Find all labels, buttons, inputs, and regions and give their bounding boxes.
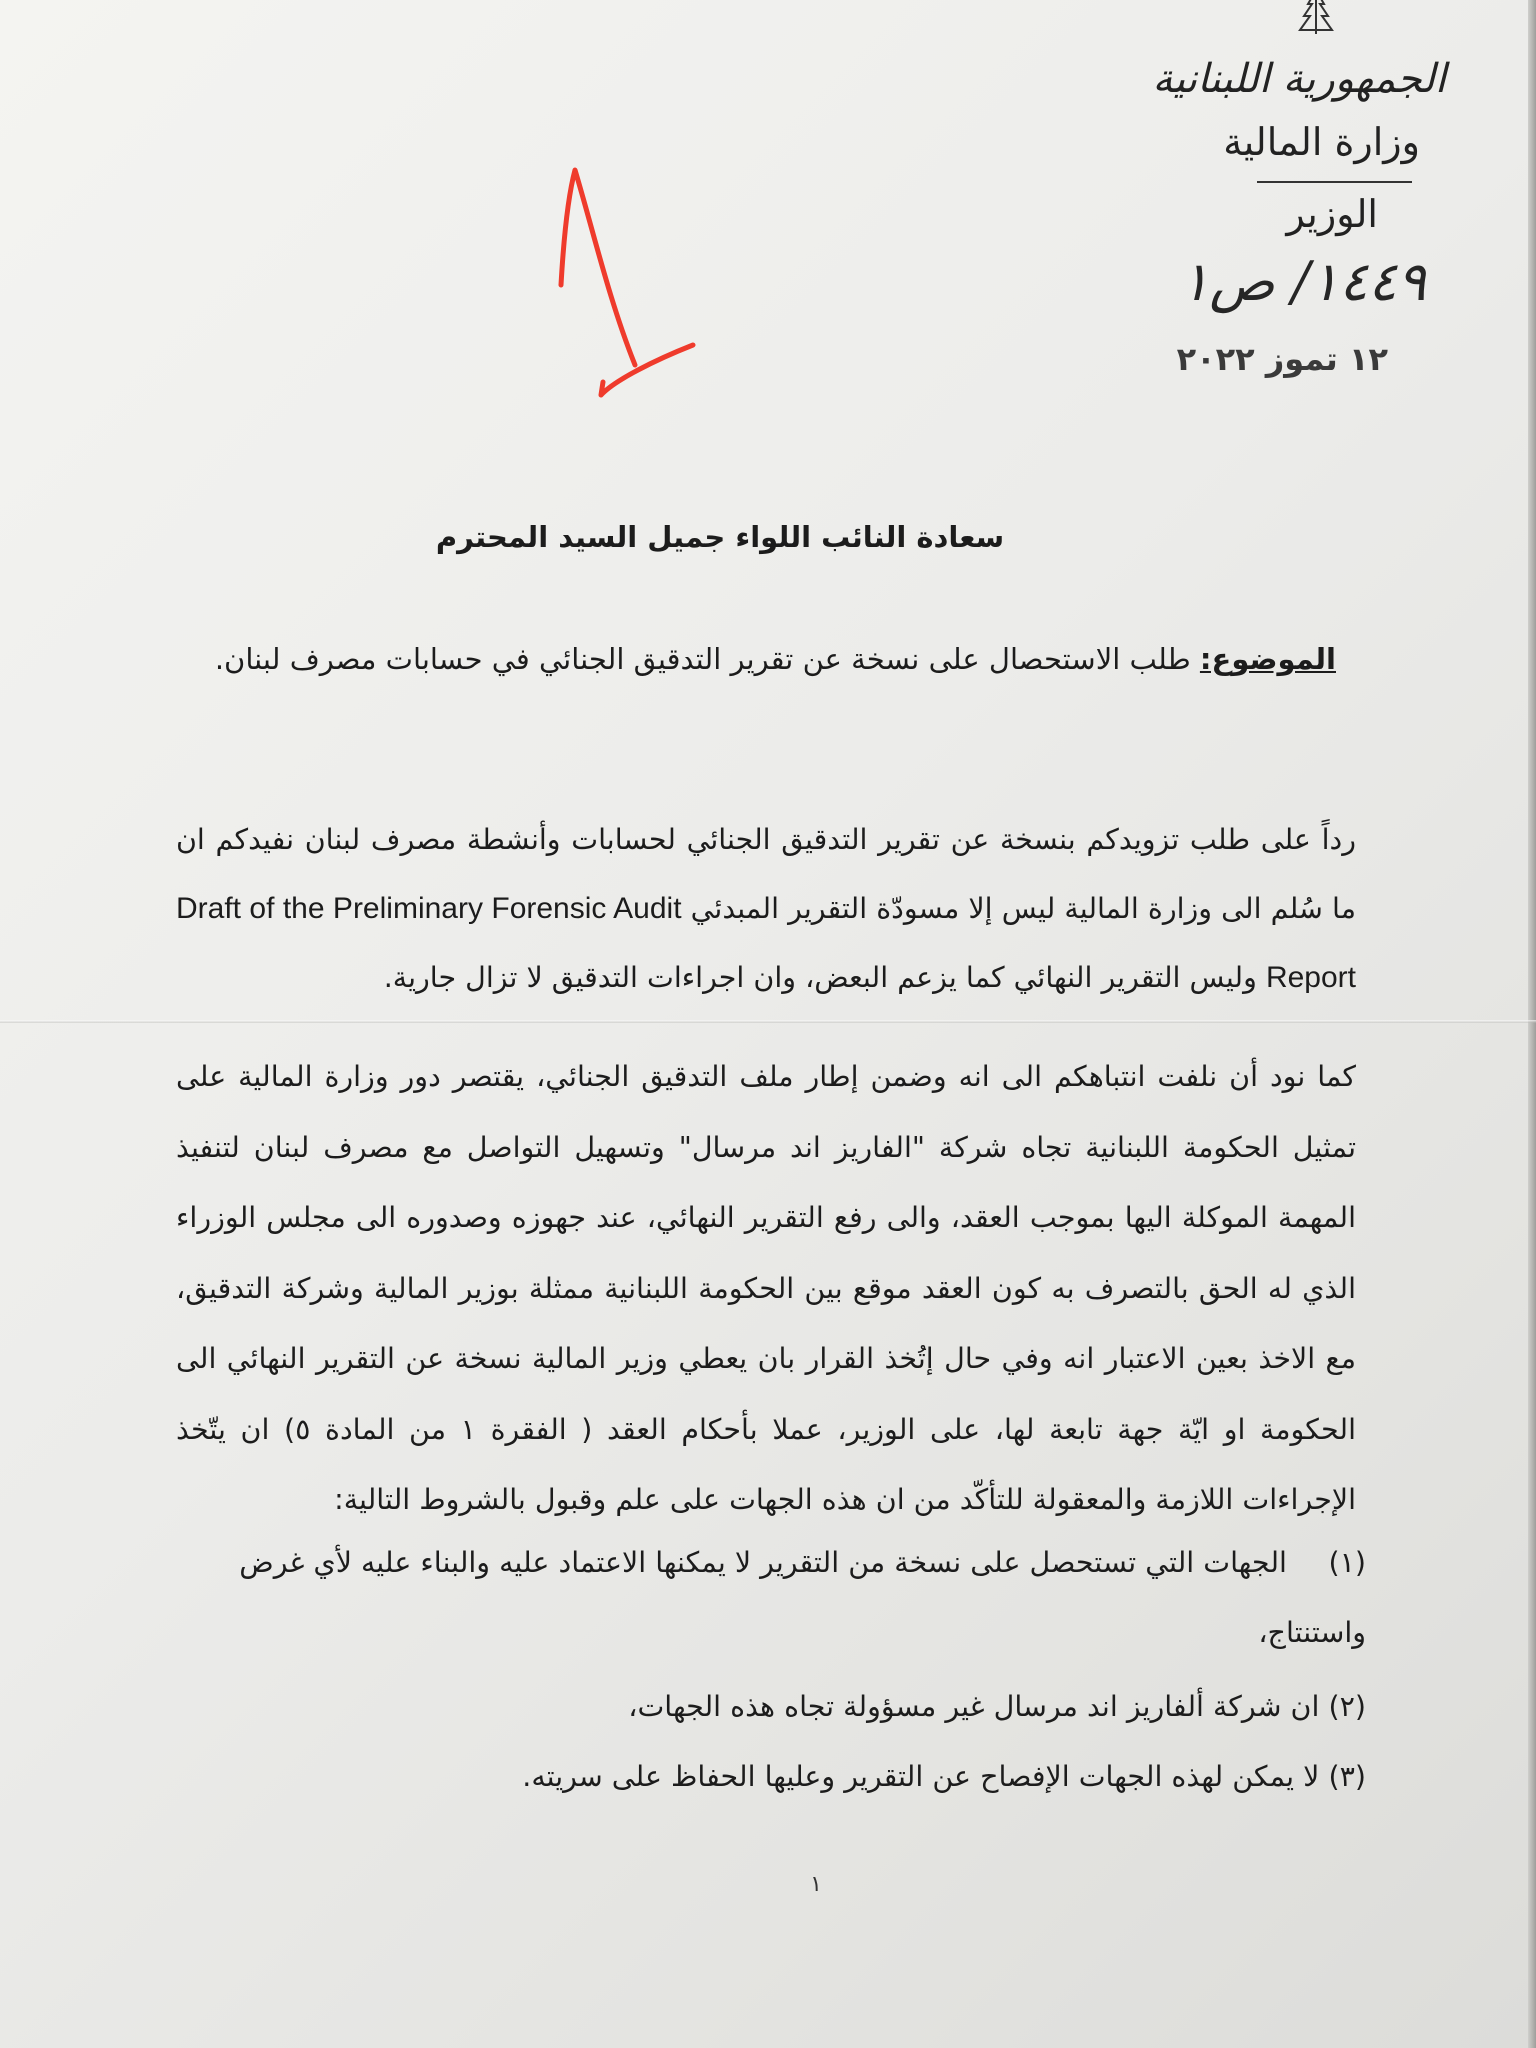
condition-number-1: (١): [1328, 1546, 1366, 1579]
paper-fold: [0, 1020, 1536, 1023]
condition-item-2: [176, 1672, 1366, 1742]
letter-date: ١٢ تموز ٢٠٢٢: [1176, 340, 1388, 378]
red-handwritten-number-one: [545, 160, 715, 410]
paragraph-1: [176, 805, 1356, 1012]
paragraph-1-before: رداً على طلب تزويدكم بنسخة عن تقرير التدقيق الجنائي لحسابات وأنشطة مصرف لبنان نفيدكم ان ما سُلم الى وزارة المالية ليس إلا مسودّة التقرير المبدئي: [176, 823, 1356, 925]
letterhead-divider: [1257, 181, 1412, 183]
subject-line: [206, 642, 1336, 676]
condition-number-3: (٣): [1328, 1760, 1366, 1793]
cedar-emblem-icon: [1286, 0, 1346, 36]
condition-item-3: [176, 1742, 1366, 1812]
letterhead-republic: الجمهورية اللبنانية: [1152, 56, 1446, 102]
subject-label: الموضوع:: [1199, 642, 1336, 676]
paragraph-2: كما نود أن نلفت انتباهكم الى انه وضمن إطار ملف التدقيق الجنائي، يقتصر دور وزارة المالية على تمثيل الحكومة اللبنانية تجاه شركة "الفاريز اند مرسال" وتسهيل التواصل مع مصرف لبنان لتنفيذ المهمة الموكلة اليها بموجب العقد، والى رفع التقرير النهائي، عند جهوزه وصدوره الى مجلس الوزراء الذي له الحق بالتصرف به كون العقد موقع بين الحكومة اللبنانية ممثلة بوزير المالية وشركة التدقيق، مع الاخذ بعين الاعتبار انه وفي حال إتُخذ القرار بان يعطي وزير المالية نسخة عن التقرير النهائي الى الحكومة او ايّة جهة تابعة لها، على الوزير، عملا بأحكام العقد ( الفقرة ١ من المادة ٥) ان يتّخذ الإجراءات اللازمة والمعقولة للتأكّد من ان هذه الجهات على علم وقبول بالشروط التالية:: [176, 1060, 1357, 1516]
paper-edge: [1528, 0, 1536, 2048]
condition-text-1: الجهات التي تستحصل على نسخة من التقرير لا يمكنها الاعتماد عليه والبناء عليه لأي غرض واستنتاج،: [239, 1546, 1366, 1649]
subject-text: طلب الاستحصال على نسخة عن تقرير التدقيق الجنائي في حسابات مصرف لبنان.: [214, 642, 1191, 676]
letterhead-ministry: وزارة المالية: [1223, 120, 1420, 164]
salutation: سعادة النائب اللواء جميل السيد المحترم: [435, 520, 1005, 554]
condition-number-2: (٢): [1328, 1690, 1366, 1723]
paragraph-1-after: وليس التقرير النهائي كما يزعم البعض، وان اجراءات التدقيق لا تزال جارية.: [383, 961, 1257, 994]
condition-text-3: لا يمكن لهذه الجهات الإفصاح عن التقرير وعليها الحفاظ على سريته.: [522, 1760, 1320, 1793]
condition-text-2: ان شركة ألفاريز اند مرسال غير مسؤولة تجاه هذه الجهات،: [628, 1690, 1320, 1723]
letterhead-minister: الوزير: [1286, 192, 1378, 236]
page-number: ١: [810, 1872, 822, 1897]
reference-number: ١٤٤٩/ ص١: [1180, 250, 1426, 313]
paragraph-1-english: Draft of the Preliminary Forensic Audit Report: [176, 892, 1356, 994]
condition-item-1: [176, 1528, 1366, 1668]
